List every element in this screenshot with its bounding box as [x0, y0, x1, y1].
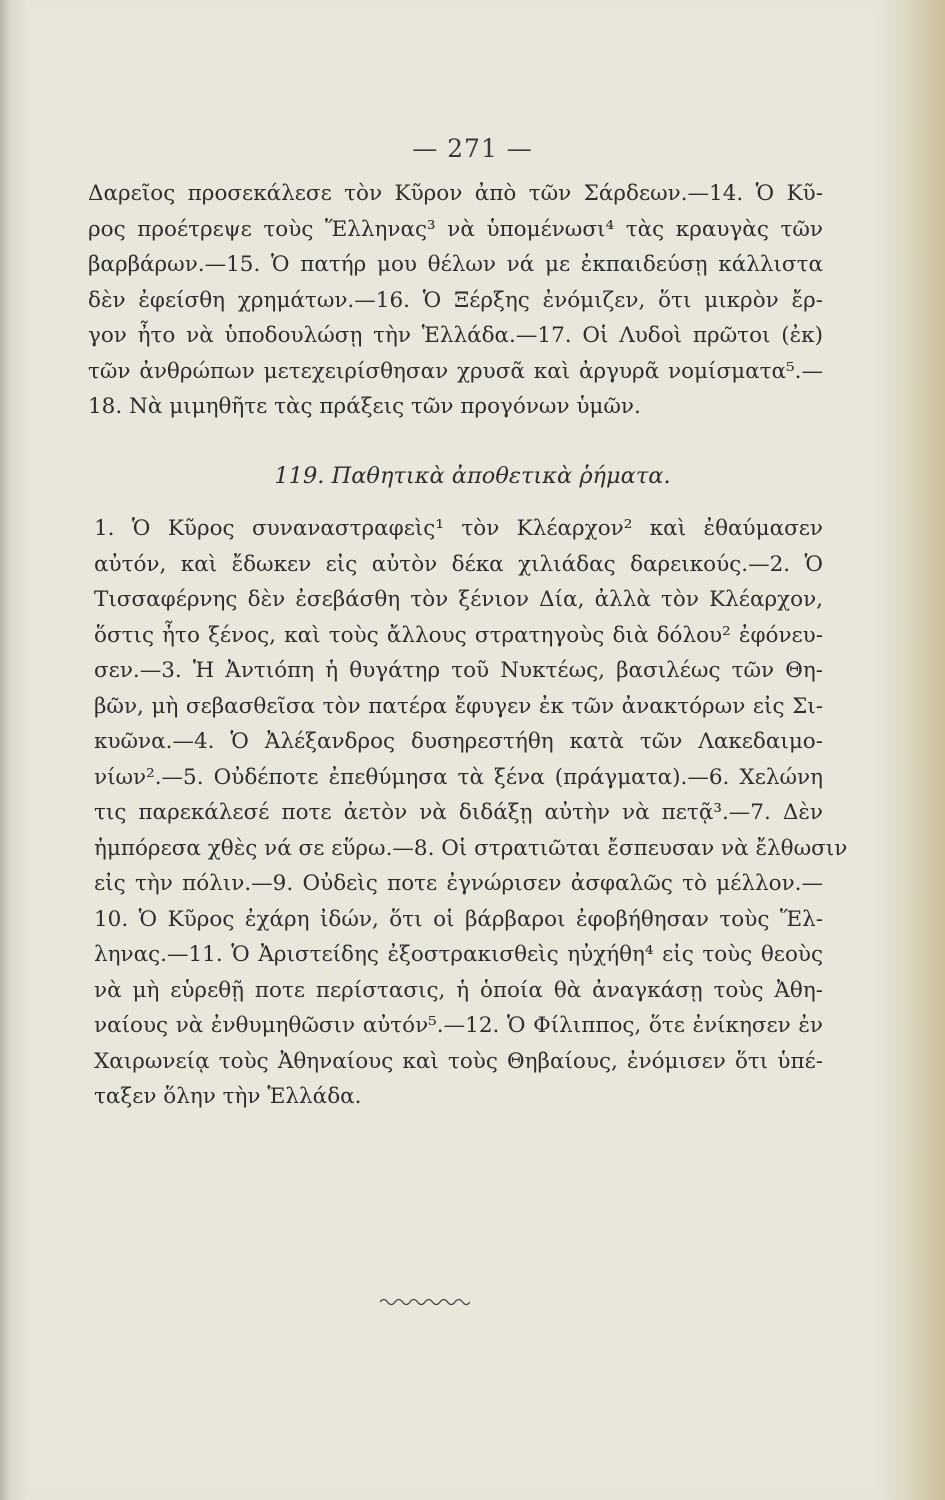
text-line: Τισσαφέρνης δὲν ἐσεβάσθη τὸν ξένιον Δία, ἀλλὰ τὸν Κλέαρχον, [94, 587, 823, 612]
text-line: 1. Ὁ Κῦρος συναναστραφεὶς¹ τὸν Κλέαρχον² καὶ ἐθαύμασεν [94, 516, 823, 541]
text-line: νίων².—5. Οὐδέποτε ἐπεθύμησα τὰ ξένα (πράγματα).—6. Χελώνη [94, 764, 823, 790]
text-line: ληνας.—11. Ὁ Ἀριστείδης ἐξοστρακισθεὶς ηὐχήθη⁴ εἰς τοὺς θεοὺς [94, 942, 823, 967]
text-line: ρος προέτρεψε τοὺς Ἕλληνας³ νὰ ὑπομένωσι⁴ τὰς κραυγὰς τῶν [88, 216, 823, 242]
text-line: εἰς τὴν πόλιν.—9. Οὐδεὶς ποτε ἐγνώρισεν ἀσφαλῶς τὸ μέλλον.— [94, 871, 823, 896]
text-line: τις παρεκάλεσέ ποτε ἀετὸν νὰ διδάξῃ αὐτὴν νὰ πετᾷ³.—7. Δὲν [94, 800, 823, 825]
text-line: σεν.—3. Ἡ Ἀντιόπη ἡ θυγάτηρ τοῦ Νυκτέως, βασιλέως τῶν Θη- [94, 658, 823, 683]
text-line: Δαρεῖος προσεκάλεσε τὸν Κῦρον ἀπὸ τῶν Σάρδεων.—14. Ὁ Κῦ- [88, 181, 823, 206]
text-line: 18. Νὰ μιμηθῆτε τὰς πράξεις τῶν προγόνων ὑμῶν. [88, 394, 641, 419]
text-line: κυῶνα.—4. Ὁ Ἀλέξανδρος δυσηρεστήθη κατὰ τῶν Λακεδαιμο- [94, 729, 823, 754]
text-line: ἠμπόρεσα χθὲς νά σε εὕρω.—8. Οἱ στρατιῶται ἔσπευσαν νὰ ἔλθωσιν [94, 835, 848, 861]
text-line: βῶν, μὴ σεβασθεῖσα τὸν πατέρα ἔφυγεν ἐκ τῶν ἀνακτόρων εἰς Σι- [94, 693, 823, 719]
text-line: δὲν ἐφείσθη χρημάτων.—16. Ὁ Ξέρξης ἐνόμιζεν, ὅτι μικρὸν ἔρ- [88, 287, 823, 313]
text-line: τῶν ἀνθρώπων μετεχειρίσθησαν χρυσᾶ καὶ ἀργυρᾶ νομίσματα⁵.— [88, 358, 823, 384]
text-line: ὅστις ἦτο ξένος, καὶ τοὺς ἄλλους στρατηγοὺς διὰ δόλου² ἐφόνευ- [94, 622, 823, 648]
scan-page-edge [875, 0, 945, 1500]
text-line: 10. Ὁ Κῦρος ἐχάρη ἰδών, ὅτι οἱ βάρβαροι ἐφοβήθησαν τοὺς Ἕλ- [94, 906, 823, 932]
wavy-divider-ornament [380, 1296, 470, 1308]
text-line: νὰ μὴ εὑρεθῇ ποτε περίστασις, ἡ ὁποία θὰ ἀναγκάσῃ τοὺς Ἀθη- [94, 977, 823, 1003]
paragraph-exercises-top [88, 176, 823, 425]
text-line: Χαιρωνείᾳ τοὺς Ἀθηναίους καὶ τοὺς Θηβαίους, ἐνόμισεν ὅτι ὑπέ- [94, 1048, 823, 1074]
scan-binding-edge [0, 0, 28, 1500]
text-line: ναίους νὰ ἐνθυμηθῶσιν αὐτόν⁵.—12. Ὁ Φίλιππος, ὅτε ἐνίκησεν ἐν [94, 1013, 823, 1038]
page-number: — 271 — [412, 134, 533, 163]
text-line: βαρβάρων.—15. Ὁ πατήρ μου θέλων νά με ἐκπαιδεύσῃ κάλλιστα [88, 252, 823, 277]
section-heading: 119. Παθητικὰ ἀποθετικὰ ῥήματα. [274, 463, 671, 489]
text-line: αὐτόν, καὶ ἔδωκεν εἰς αὐτὸν δέκα χιλιάδας δαρεικούς.—2. Ὁ [94, 551, 823, 577]
paragraph-exercises-119 [94, 511, 848, 1115]
text-line: γον ἦτο νὰ ὑποδουλώσῃ τὴν Ἑλλάδα.—17. Οἱ Λυδοὶ πρῶτοι (ἐκ) [88, 323, 823, 348]
text-line: ταξεν ὅλην τὴν Ἑλλάδα. [94, 1084, 362, 1109]
